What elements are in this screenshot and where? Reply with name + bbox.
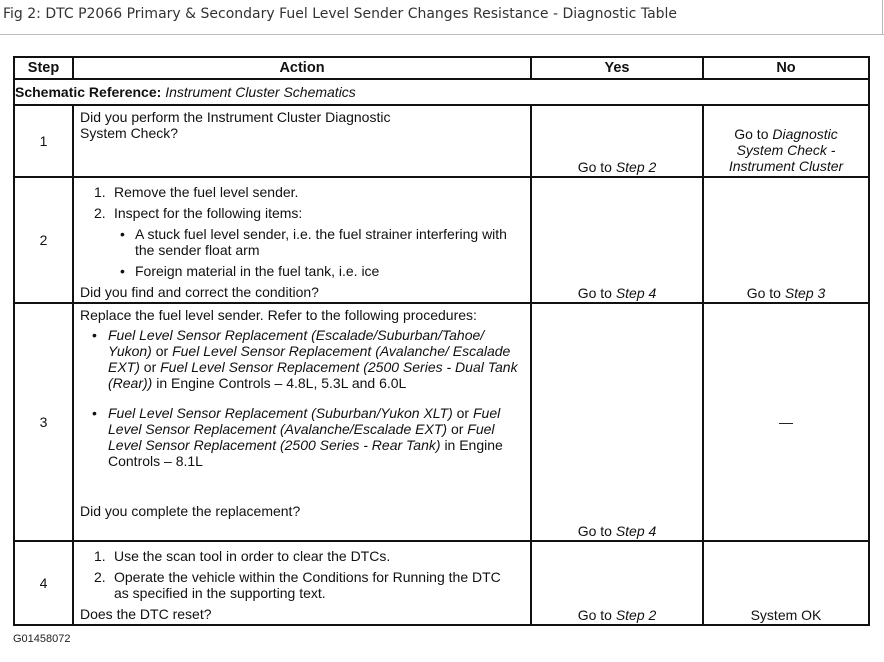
header-step: Step [14,57,73,79]
schematic-reference [14,79,869,105]
yes-step-link[interactable]: Step 4 [615,285,657,301]
list-item: • A stuck fuel level sender, i.e. the fuel strainer interfering with the sender float arm [120,226,524,258]
list-item-text: A stuck fuel level sender, i.e. the fuel strainer interfering with the sender float arm [135,226,507,258]
procedure-tail: in Engine Controls – 4.8L, 5.3L and 6.0L [156,375,407,391]
action-question: Does the DTC reset? [80,606,212,622]
action-intro: Replace the fuel level sender. Refer to the following procedures: [80,307,477,323]
procedure-link[interactable]: Fuel Level Sensor Replacement (2500 Series - Rear Tank) [108,421,495,453]
list-item-text: Use the scan tool in order to clear the DTCs. [114,548,391,564]
yes-cell [531,105,703,177]
procedure-link[interactable]: Fuel Level Sensor Replacement (Escalade/Suburban/Tahoe/ Yukon) [108,327,485,359]
yes-prefix: Go to [577,607,612,623]
list-item-text: Foreign material in the fuel tank, i.e. ice [135,263,380,279]
header-yes: Yes [531,57,703,79]
connector-text: or [155,343,169,359]
action-text: Did you perform the Instrument Cluster Diagnostic System Check? [80,109,391,141]
list-item-text: Remove the fuel level sender. [114,184,299,200]
list-item: • Fuel Level Sensor Replacement (Escalade/Suburban/Tahoe/ Yukon) or Fuel Level Sensor Replacement (Avalanche/ Escalade EXT) or Fuel Level Sensor Replacement (2500 Series - Dual Tank (Rear)) in Engine Controls – 4.8L, 5.3L and 6.0L [92,327,518,391]
connector-text: or [450,421,464,437]
figure-title: Fig 2: DTC P2066 Primary & Secondary Fuel Level Sender Changes Resistance - Diagnostic Table [3,6,678,22]
no-dash: — [779,413,793,430]
list-item: • Foreign material in the fuel tank, i.e. ice [120,263,380,279]
table-row [14,177,869,303]
list-item-text: Operate the vehicle within the Conditions for Running the DTC as specified in the supporting text. [114,569,501,601]
title-divider [0,34,884,35]
list-item: 2. Inspect for the following items: [94,205,303,221]
list-item: • Fuel Level Sensor Replacement (Suburban/Yukon XLT) or Fuel Level Sensor Replacement (Avalanche/Escalade EXT) or Fuel Level Sensor Replacement (2500 Series - Rear Tank) in Engine Controls – 8.1L [92,405,524,469]
no-action [721,126,851,174]
no-result: System OK [750,607,822,623]
yes-cell [531,541,703,625]
yes-cell [531,177,703,303]
yes-step-link[interactable]: Step 4 [615,523,657,539]
header-no: No [703,57,869,79]
schematic-reference-link[interactable]: Instrument Cluster Schematics [165,84,356,100]
yes-prefix: Go to [577,285,612,301]
table-row [14,541,869,625]
no-cell [703,541,869,625]
step-number: 2 [14,177,73,303]
procedure-link[interactable]: Fuel Level Sensor Replacement (Suburban/Yukon XLT) [108,405,453,421]
procedure-link[interactable]: Fuel Level Sensor Replacement (Avalanche/ Escalade EXT) [108,343,511,375]
yes-prefix: Go to [577,523,612,539]
procedure-link[interactable]: Fuel Level Sensor Replacement (Avalanche/Escalade EXT) [108,405,501,437]
connector-text: or [456,405,470,421]
list-item-text: Inspect for the following items: [114,205,303,221]
yes-cell [531,303,703,541]
procedure-text [108,405,518,469]
action-question: Did you complete the replacement? [80,503,301,519]
procedure-list [92,327,524,469]
no-cell [703,303,869,541]
figure-caption-id: G01458072 [13,633,71,645]
diagnostic-table [13,56,870,626]
step-number: 4 [14,541,73,625]
table-row [14,303,869,541]
procedure-link[interactable]: Fuel Level Sensor Replacement (2500 Series - Dual Tank (Rear)) [108,359,518,391]
procedure-text [108,327,518,391]
yes-step-link[interactable]: Step 2 [615,159,657,175]
action-cell [73,303,531,541]
no-prefix: Go to [734,125,769,142]
no-prefix: Go to [746,285,781,301]
no-cell [703,177,869,303]
table-row [14,105,869,177]
connector-text: or [143,359,157,375]
yes-prefix: Go to [577,159,612,175]
action-steps [80,184,524,221]
list-item: 1. Use the scan tool in order to clear the DTCs. [94,548,391,564]
list-item: 1. Remove the fuel level sender. [94,184,299,200]
table-header-row [14,57,869,79]
yes-step-link[interactable]: Step 2 [615,607,657,623]
action-cell [73,541,531,625]
title-side-divider [882,0,883,34]
no-step-link[interactable]: Diagnostic System Check - Instrument Cluster [728,125,844,174]
action-question: Did you find and correct the condition? [80,284,319,300]
header-action: Action [73,57,531,79]
action-cell [73,105,531,177]
schematic-reference-label: Schematic Reference: [15,84,162,100]
schematic-reference-row [14,79,869,105]
no-step-link[interactable]: Step 3 [784,285,826,301]
list-item: 2. Operate the vehicle within the Conditions for Running the DTC as specified in the supporting text. [94,569,524,601]
no-cell [703,105,869,177]
step-number: 1 [14,105,73,177]
action-cell [73,177,531,303]
inspection-items [120,226,524,279]
procedure-tail: in Engine Controls – 8.1L [108,437,503,469]
step-number: 3 [14,303,73,541]
action-steps [80,548,524,601]
